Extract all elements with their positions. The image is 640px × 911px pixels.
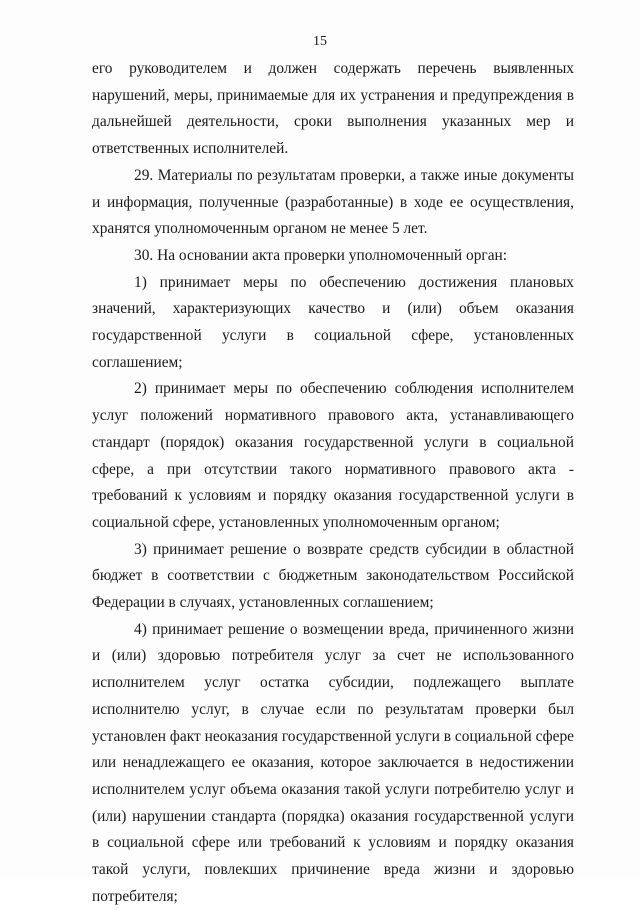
- list-item-1: 1) принимает меры по обеспечению достижения плановых значений, характеризующих качество и (или) объем оказания государственной услуги в социальной сфере, установленных соглашением;: [92, 273, 574, 371]
- document-body: [92, 56, 574, 911]
- paragraph-29: 29. Материалы по результатам проверки, а также иные документы и информация, полученные (разработанные) в ходе ее осуществления, хранятся уполномоченным органом не менее 5 лет.: [92, 166, 574, 238]
- list-item-3: 3) принимает решение о возврате средств субсидии в областной бюджет в соответствии с бюджетным законодательством Российской Федерации в случаях, установленных соглашением;: [92, 540, 574, 612]
- paragraph-continuation: его руководителем и должен содержать перечень выявленных нарушений, меры, принимаемые для их устранения и предупреждения в дальнейшей деятельности, сроки выполнения указанных мер и ответственных исполнителей.: [92, 60, 574, 158]
- list-item-4: 4) принимает решение о возмещении вреда, причиненного жизни и (или) здоровью потребителя услуг за счет не использованного исполнителем услуг остатка субсидии, подлежащего выплате исполнителю услуг, в случае если по результатам проверки был установлен факт неоказания государственной услуги в социальной сфере или ненадлежащего ее оказания, которое заключается в недостижении исполнителем услуг объема оказания такой услуги потребителю услуг и (или) нарушении стандарта (порядка) оказания государственной услуги в социальной сфере или требований к условиям и порядку оказания такой услуги, повлекших причинение вреда жизни и здоровью потребителя;: [92, 620, 574, 905]
- list-item-2: 2) принимает меры по обеспечению соблюдения исполнителем услуг положений нормативного правового акта, устанавливающего стандарт (порядок) оказания государственной услуги в социальной сфере, а при отсутствии такого нормативного правового акта - требований к условиям и порядку оказания государственной услуги в социальной сфере, установленных уполномоченным органом;: [92, 380, 574, 531]
- page-number: 15: [313, 34, 327, 49]
- paragraph-30: 30. На основании акта проверки уполномоченный орган:: [134, 246, 508, 264]
